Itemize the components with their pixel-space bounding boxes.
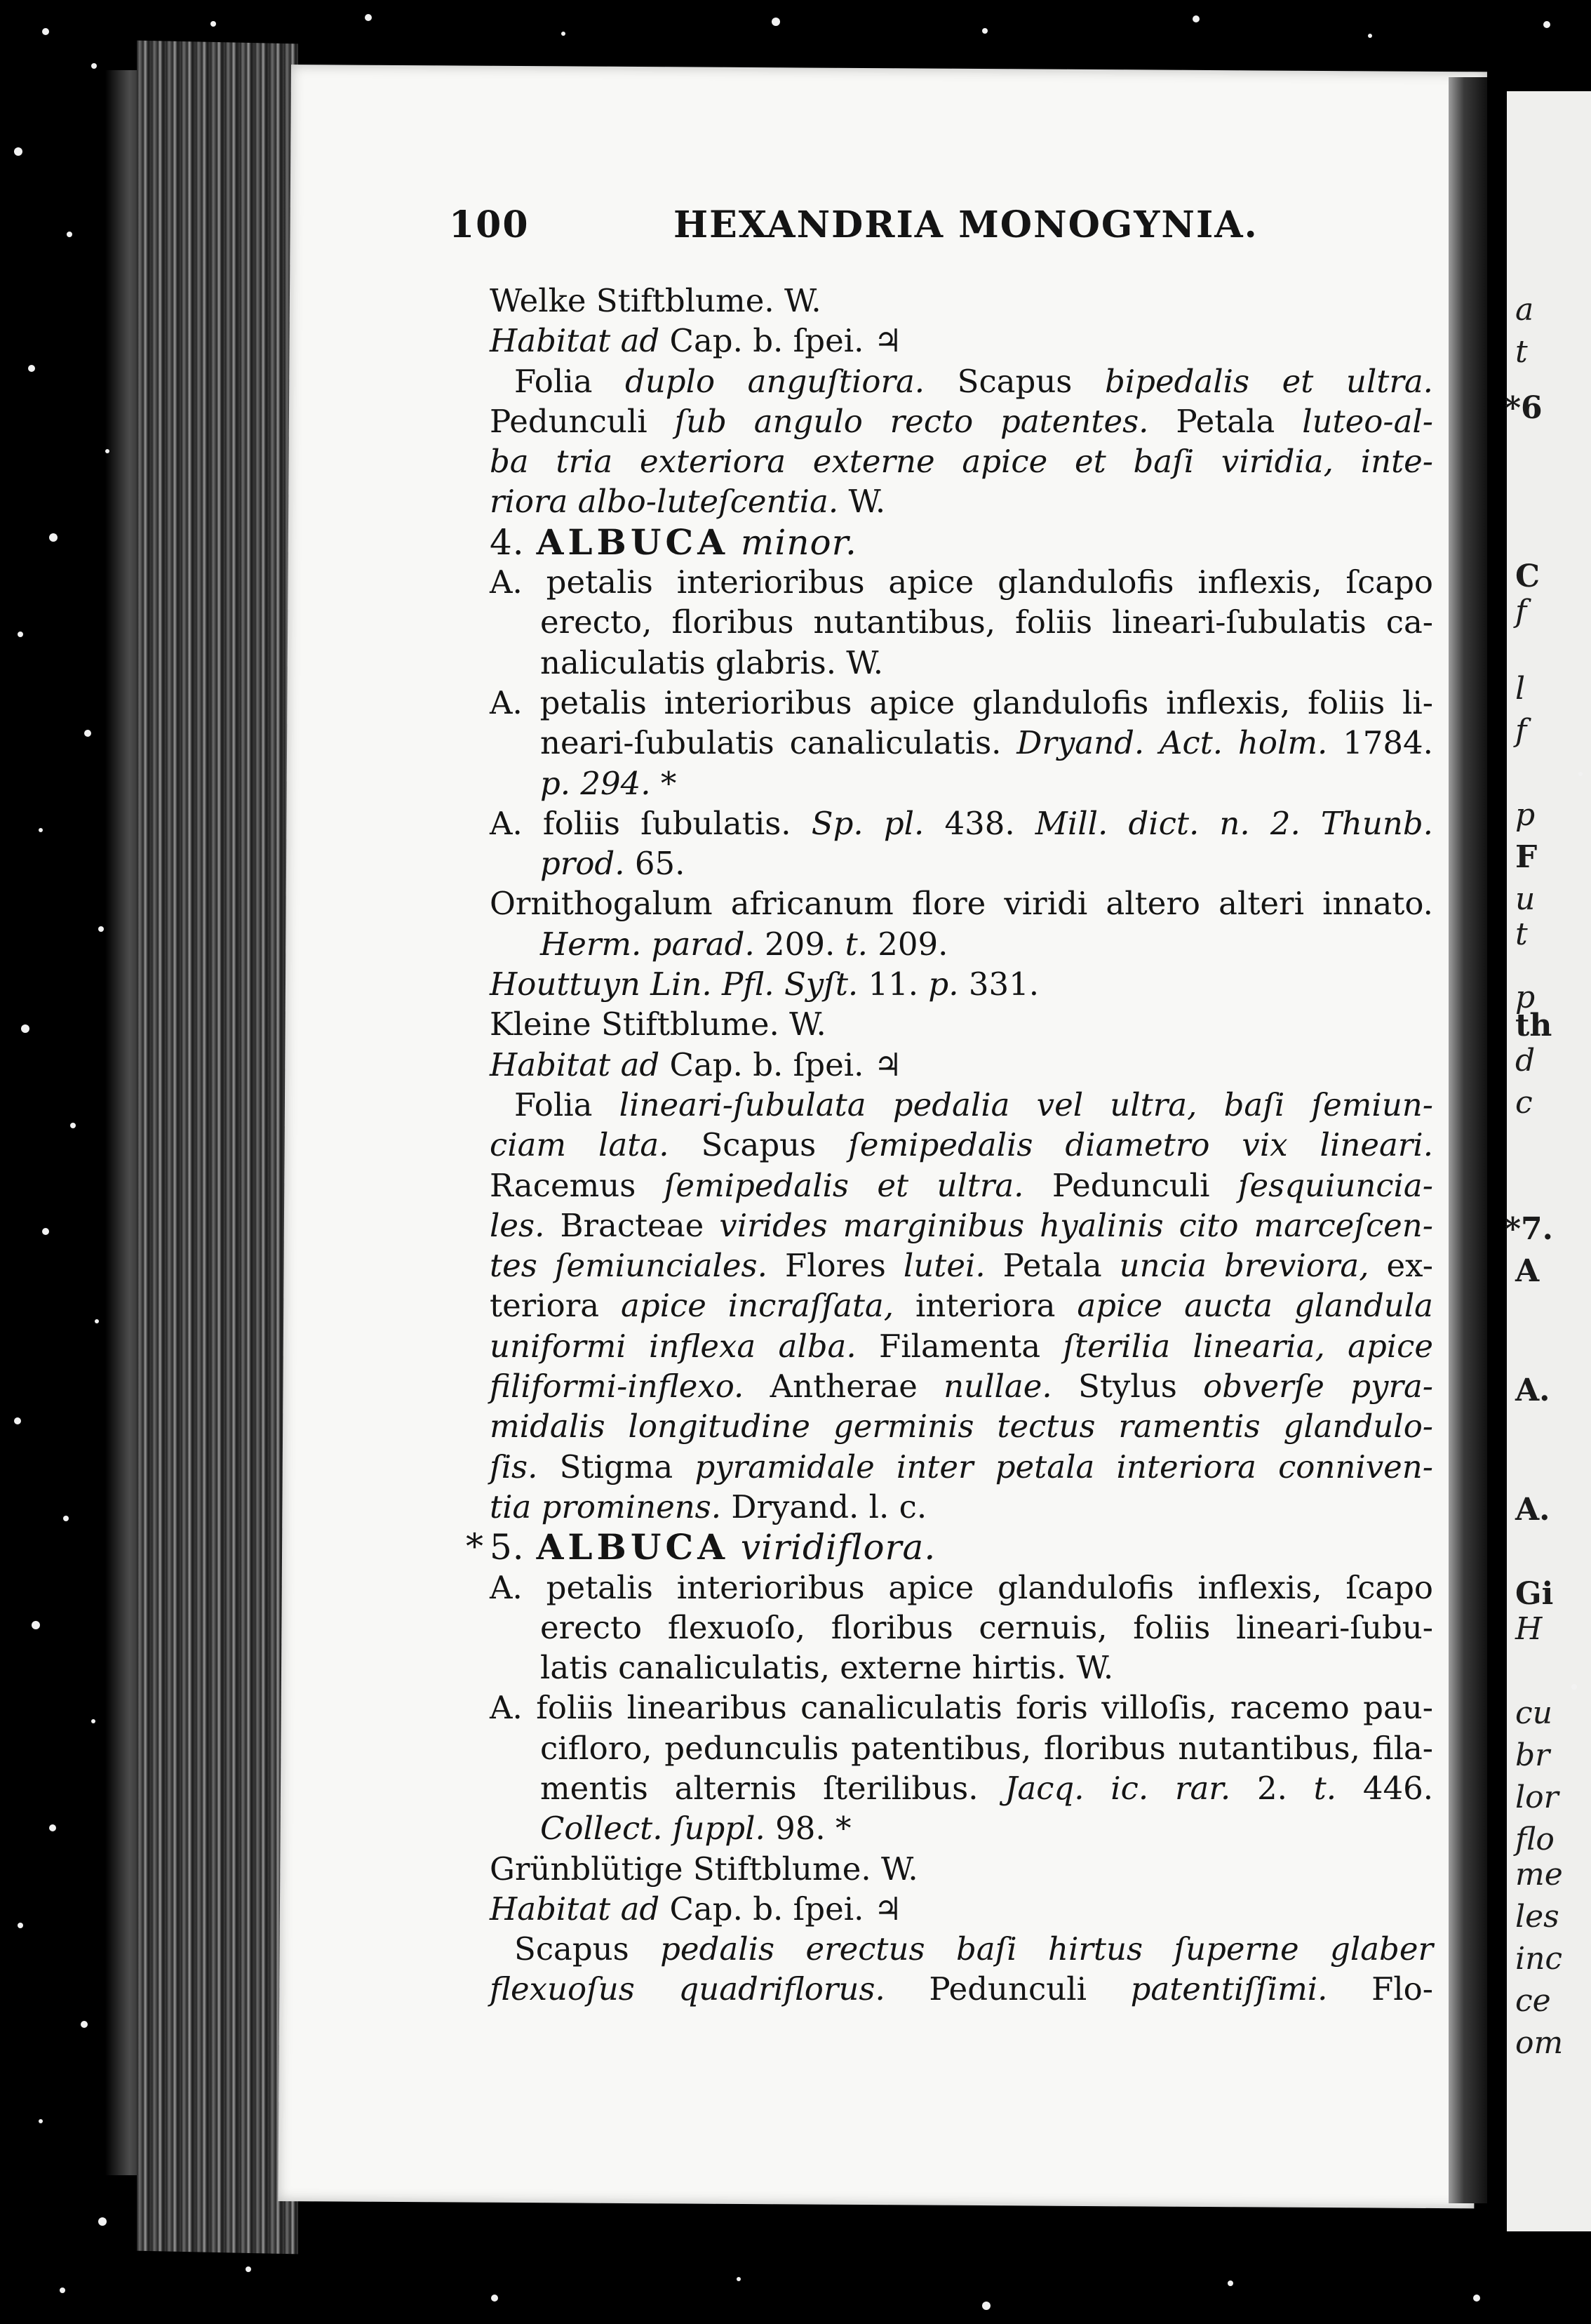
scan-speck bbox=[772, 18, 780, 26]
scan-speck bbox=[39, 828, 43, 832]
scan-speck bbox=[18, 632, 23, 637]
facing-page-fragment: cu bbox=[1515, 1695, 1552, 1731]
facing-page-fragment: A bbox=[1515, 1253, 1540, 1289]
text-line bbox=[490, 683, 1433, 723]
text-span: 331. bbox=[958, 966, 1040, 1003]
text-line bbox=[490, 1768, 1433, 1808]
facing-page-fragment: u bbox=[1515, 881, 1536, 917]
text-span: teriora bbox=[490, 1287, 621, 1325]
facing-page-fragment: th bbox=[1515, 1008, 1552, 1043]
text-span: Petala bbox=[1148, 402, 1303, 440]
text-span: midalis longitudine germinis tectus ramentis glandulo- bbox=[490, 1408, 1433, 1445]
scan-speck bbox=[1578, 772, 1583, 776]
facing-page-fragment: F bbox=[1515, 839, 1538, 875]
page-number: 100 bbox=[449, 203, 530, 246]
text-span: Herm. parad. bbox=[540, 925, 755, 963]
text-span: ſesquiuncia- bbox=[1237, 1166, 1433, 1204]
text-span: A. foliis linearibus canaliculatis foris villoſis, racemo pau- bbox=[490, 1689, 1433, 1727]
facing-page-fragment: d bbox=[1515, 1043, 1536, 1078]
page-text bbox=[466, 281, 1434, 2010]
text-span: ſis. bbox=[490, 1448, 538, 1485]
text-span: tes ſemiunciales. bbox=[490, 1247, 767, 1285]
scan-speck bbox=[491, 2295, 498, 2302]
scan-speck bbox=[1368, 34, 1372, 38]
text-line bbox=[490, 1969, 1433, 2009]
text-line bbox=[490, 602, 1433, 642]
genus-name: ALBUCA bbox=[536, 521, 730, 563]
text-line bbox=[490, 803, 1433, 843]
text-span: uncia breviora, bbox=[1119, 1247, 1369, 1285]
text-line bbox=[490, 1125, 1433, 1165]
text-span: Jacq. ic. rar. bbox=[1005, 1769, 1231, 1807]
text-line bbox=[490, 1004, 1433, 1044]
text-line bbox=[490, 643, 1433, 683]
text-span: Flores bbox=[767, 1247, 904, 1285]
text-span: minor. bbox=[740, 521, 857, 563]
text-span: Pedunculi bbox=[885, 1970, 1131, 2008]
text-span: mentis alternis ſterilibus. bbox=[540, 1769, 1005, 1807]
text-span: patentiſſimi. bbox=[1130, 1970, 1328, 2008]
text-span: Folia bbox=[514, 1086, 619, 1123]
text-span: apice aucta glandula bbox=[1077, 1287, 1433, 1325]
text-span: 65. bbox=[624, 845, 685, 883]
text-span: 5. bbox=[490, 1527, 537, 1568]
text-line bbox=[490, 1366, 1433, 1406]
text-span: 438. bbox=[924, 804, 1035, 842]
scan-speck bbox=[67, 232, 72, 237]
text-line bbox=[490, 723, 1433, 763]
text-line bbox=[490, 441, 1433, 481]
scan-speck bbox=[81, 2021, 88, 2028]
scan-speck bbox=[246, 2266, 251, 2272]
text-span: neari-ſubulatis canaliculatis. bbox=[540, 724, 1017, 762]
facing-page-fragment: H bbox=[1515, 1611, 1543, 1647]
text-line bbox=[490, 562, 1433, 602]
text-span: 209. bbox=[754, 925, 845, 963]
text-span: ſemipedalis et ultra. bbox=[664, 1166, 1024, 1204]
facing-page-fragment: a bbox=[1515, 292, 1534, 328]
text-line bbox=[490, 1246, 1433, 1285]
text-line bbox=[490, 924, 1433, 964]
text-span: viridiflora. bbox=[740, 1527, 937, 1568]
text-span: A. petalis interioribus apice glandulofis inflexis, foliis li- bbox=[490, 683, 1433, 721]
scan-speck bbox=[49, 533, 58, 542]
text-line bbox=[490, 522, 1433, 562]
scan-speck bbox=[63, 1516, 69, 1521]
text-span: naliculatis glabris. W. bbox=[540, 643, 884, 681]
facing-page-fragment: ce bbox=[1515, 1983, 1551, 2019]
text-line bbox=[490, 1648, 1433, 1688]
text-span: Pedunculi bbox=[490, 402, 675, 440]
text-span: erecto, floribus nutantibus, foliis lineari-ſubulatis ca- bbox=[540, 603, 1433, 641]
scan-speck bbox=[91, 1719, 95, 1723]
text-span: Cap. b. ſpei. ♃ bbox=[659, 1046, 903, 1083]
text-line bbox=[490, 1085, 1433, 1125]
facing-page-fragment: *6 bbox=[1505, 390, 1543, 426]
text-span: W. bbox=[838, 483, 886, 521]
text-span: Collect. ſuppl. bbox=[540, 1810, 765, 1848]
text-span: Dryand. l. c. bbox=[721, 1488, 927, 1525]
page-gutter-shadow bbox=[1449, 77, 1487, 2203]
facing-page-fragment: les bbox=[1515, 1899, 1559, 1935]
scan-speck bbox=[1193, 15, 1200, 22]
book-spine bbox=[137, 41, 298, 2255]
text-span: 4. bbox=[490, 521, 537, 563]
text-span: les. bbox=[490, 1206, 545, 1244]
text-span: Scapus bbox=[514, 1930, 661, 1968]
text-span: A. petalis interioribus apice glandulofis inflexis, ſcapo bbox=[490, 1568, 1433, 1606]
text-span: Flo- bbox=[1327, 1970, 1433, 2008]
text-span: Stylus bbox=[1052, 1368, 1204, 1405]
facing-page-fragment: me bbox=[1515, 1857, 1563, 1892]
text-line bbox=[490, 1206, 1433, 1246]
text-span: ciam lata. bbox=[490, 1126, 669, 1164]
text-span: Habitat ad bbox=[490, 322, 660, 360]
facing-page-fragment: A. bbox=[1515, 1373, 1550, 1408]
scan-speck bbox=[1543, 21, 1550, 28]
text-span: riora albo-luteſcentia. bbox=[490, 483, 839, 521]
text-span: luteo-al- bbox=[1302, 402, 1433, 440]
scan-speck bbox=[14, 1417, 21, 1424]
text-span: 2. bbox=[1230, 1769, 1314, 1807]
text-span: Folia bbox=[514, 362, 626, 400]
text-span: Habitat ad bbox=[490, 1046, 660, 1083]
text-line bbox=[490, 1487, 1433, 1527]
text-span: * bbox=[650, 764, 677, 802]
scan-speck bbox=[84, 730, 91, 737]
text-span: pedalis erectus baſi hirtus ſuperne glaber bbox=[660, 1930, 1433, 1968]
scan-speck bbox=[98, 2217, 107, 2226]
text-span: A. foliis ſubulatis. bbox=[490, 804, 812, 842]
scan-speck bbox=[60, 2288, 65, 2293]
scan-speck bbox=[42, 1228, 49, 1235]
text-line bbox=[490, 1849, 1433, 1889]
text-span: Kleine Stiftblume. W. bbox=[490, 1006, 826, 1043]
text-line bbox=[466, 1526, 1433, 1568]
scan-speck bbox=[210, 21, 216, 27]
text-span: filiformi-inflexo. bbox=[490, 1368, 744, 1405]
text-line bbox=[490, 281, 1433, 321]
text-span: interiora bbox=[894, 1287, 1078, 1325]
scan-speck bbox=[1473, 2295, 1480, 2302]
text-span: uniformi inflexa alba. bbox=[490, 1327, 857, 1365]
facing-page-fragment: C bbox=[1515, 559, 1540, 594]
text-span: Scapus bbox=[925, 362, 1105, 400]
text-line bbox=[490, 883, 1433, 923]
facing-page-fragment: c bbox=[1515, 1085, 1533, 1121]
scan-speck bbox=[982, 28, 988, 34]
text-span: A. petalis interioribus apice glandulofis inflexis, ſcapo bbox=[490, 563, 1433, 601]
facing-page-fragment: p bbox=[1515, 980, 1536, 1015]
text-line bbox=[490, 763, 1433, 803]
text-span: p. bbox=[928, 966, 959, 1003]
scan-speck bbox=[18, 1923, 23, 1928]
facing-page-fragment: l bbox=[1515, 671, 1526, 707]
scan-speck bbox=[21, 1024, 29, 1033]
text-span: tia prominens. bbox=[490, 1488, 722, 1525]
text-line bbox=[490, 481, 1433, 521]
scan-speck bbox=[70, 1123, 76, 1128]
text-span: Cap. b. ſpei. ♃ bbox=[659, 1890, 903, 1928]
facing-page-fragment: *7. bbox=[1505, 1211, 1553, 1247]
text-line bbox=[490, 964, 1433, 1004]
text-line bbox=[490, 1406, 1433, 1446]
facing-page-fragment: om bbox=[1515, 2025, 1564, 2061]
text-span: flexuoſus quadriflorus. bbox=[490, 1970, 885, 2008]
asterisk-mark: * bbox=[466, 1526, 484, 1568]
text-line bbox=[490, 843, 1433, 883]
text-span bbox=[729, 1527, 741, 1568]
scan-speck bbox=[561, 32, 565, 36]
text-span: cifloro, pedunculis patentibus, floribus nutantibus, fila- bbox=[540, 1729, 1433, 1767]
text-span: lineari-ſubulata pedalia vel ultra, baſi ſemiun- bbox=[619, 1086, 1433, 1123]
running-title: HEXANDRIA MONOGYNIA. bbox=[673, 203, 1258, 246]
text-span: Mill. dict. n. 2. Thunb. bbox=[1035, 804, 1433, 842]
text-span: Dryand. Act. holm. bbox=[1016, 724, 1328, 762]
facing-page-fragment: t bbox=[1515, 916, 1528, 952]
facing-page-fragment: flo bbox=[1515, 1822, 1555, 1857]
text-span: Sp. pl. bbox=[811, 804, 925, 842]
text-line bbox=[490, 1728, 1433, 1768]
text-span: Ornithogalum africanum flore viridi altero alteri innato. bbox=[490, 885, 1433, 923]
scan-speck bbox=[365, 14, 372, 21]
text-line bbox=[490, 1326, 1433, 1366]
text-span: Houttuyn Lin. Pfl. Syſt. bbox=[490, 966, 859, 1003]
text-span: ſterilia linearia, apice bbox=[1063, 1327, 1433, 1365]
text-span: 11. bbox=[858, 966, 929, 1003]
scan-speck bbox=[1228, 2280, 1233, 2286]
text-span: Welke Stiftblume. W. bbox=[490, 282, 821, 319]
text-line bbox=[490, 401, 1433, 441]
scan-speck bbox=[982, 2302, 991, 2310]
text-span: nullae. bbox=[944, 1368, 1052, 1405]
scan-speck bbox=[32, 1621, 40, 1629]
text-span: Pedunculi bbox=[1023, 1166, 1238, 1204]
text-span bbox=[729, 522, 741, 563]
text-span: pyramidale inter petala interiora conniven- bbox=[694, 1448, 1433, 1485]
text-span: duplo anguſtiora. bbox=[625, 362, 925, 400]
text-span: p. 294. bbox=[540, 764, 651, 802]
scan-speck bbox=[95, 1319, 99, 1323]
facing-page-fragment: br bbox=[1515, 1737, 1550, 1773]
text-span: Grünblütige Stiftblume. W. bbox=[490, 1850, 918, 1888]
text-line bbox=[490, 1808, 1433, 1848]
text-line bbox=[490, 1166, 1433, 1206]
facing-page-fragment: A. bbox=[1515, 1492, 1550, 1528]
facing-page-fragment: t bbox=[1515, 334, 1528, 370]
text-line bbox=[490, 1285, 1433, 1325]
facing-page-fragment: inc bbox=[1515, 1941, 1563, 1977]
text-span: apice incraſſata, bbox=[620, 1287, 894, 1325]
scan-speck bbox=[28, 365, 35, 372]
scan-speck bbox=[49, 1824, 56, 1831]
text-line bbox=[490, 1929, 1433, 1969]
text-line bbox=[490, 1447, 1433, 1487]
text-span: latis canaliculatis, externe hirtis. W. bbox=[540, 1649, 1114, 1687]
scan-speck bbox=[98, 926, 104, 932]
scan-speck bbox=[737, 2277, 741, 2281]
text-line bbox=[490, 1568, 1433, 1608]
text-span: 1784. bbox=[1327, 724, 1433, 762]
text-span: ſub angulo recto patentes. bbox=[674, 402, 1149, 440]
scan-speck bbox=[14, 147, 22, 156]
text-span: ba tria exteriora externe apice et baſi viridia, inte- bbox=[490, 443, 1433, 481]
text-span: ſemipedalis diametro vix lineari. bbox=[848, 1126, 1433, 1164]
text-span: ex- bbox=[1369, 1247, 1433, 1285]
text-span: obverſe pyra- bbox=[1203, 1368, 1433, 1405]
text-span: 446. bbox=[1336, 1769, 1434, 1807]
text-span: 209. bbox=[867, 925, 948, 963]
scan-speck bbox=[105, 449, 109, 453]
text-line bbox=[490, 321, 1433, 361]
text-span: bipedalis et ultra. bbox=[1104, 362, 1433, 400]
scan-speck bbox=[1571, 1684, 1577, 1690]
text-span: Cap. b. ſpei. ♃ bbox=[659, 322, 903, 360]
text-span: virides marginibus hyalinis cito marceſcen- bbox=[719, 1206, 1433, 1244]
text-span: Petala bbox=[985, 1247, 1120, 1285]
text-span: 98. * bbox=[765, 1810, 852, 1848]
scan-speck bbox=[39, 2119, 43, 2123]
text-span: Bracteae bbox=[544, 1206, 720, 1244]
text-span: Antherae bbox=[744, 1368, 944, 1405]
facing-page-fragment: p bbox=[1515, 797, 1536, 833]
text-span: Stigma bbox=[537, 1448, 695, 1485]
facing-page-fragment: f bbox=[1515, 594, 1527, 629]
text-span: Filamenta bbox=[856, 1327, 1063, 1365]
text-span: Scapus bbox=[669, 1126, 849, 1164]
facing-page-fragment: f bbox=[1515, 713, 1527, 749]
text-line bbox=[490, 1608, 1433, 1648]
text-span: Racemus bbox=[490, 1166, 664, 1204]
text-span: t. bbox=[845, 925, 868, 963]
text-line bbox=[490, 1688, 1433, 1728]
scan-speck bbox=[42, 28, 49, 35]
scan-speck bbox=[91, 63, 97, 69]
text-span: t. bbox=[1313, 1769, 1337, 1807]
text-span: prod. bbox=[540, 845, 625, 883]
text-span: erecto flexuoſo, floribus cernuis, foliis lineari-ſubu- bbox=[540, 1608, 1433, 1646]
genus-name: ALBUCA bbox=[536, 1526, 730, 1568]
text-line bbox=[490, 1045, 1433, 1085]
facing-page-fragment: lor bbox=[1515, 1779, 1559, 1815]
text-span: lutei. bbox=[903, 1247, 986, 1285]
text-span: Habitat ad bbox=[490, 1890, 660, 1928]
text-line bbox=[490, 361, 1433, 401]
text-line bbox=[490, 1889, 1433, 1929]
facing-page-fragment: Gi bbox=[1515, 1576, 1554, 1612]
